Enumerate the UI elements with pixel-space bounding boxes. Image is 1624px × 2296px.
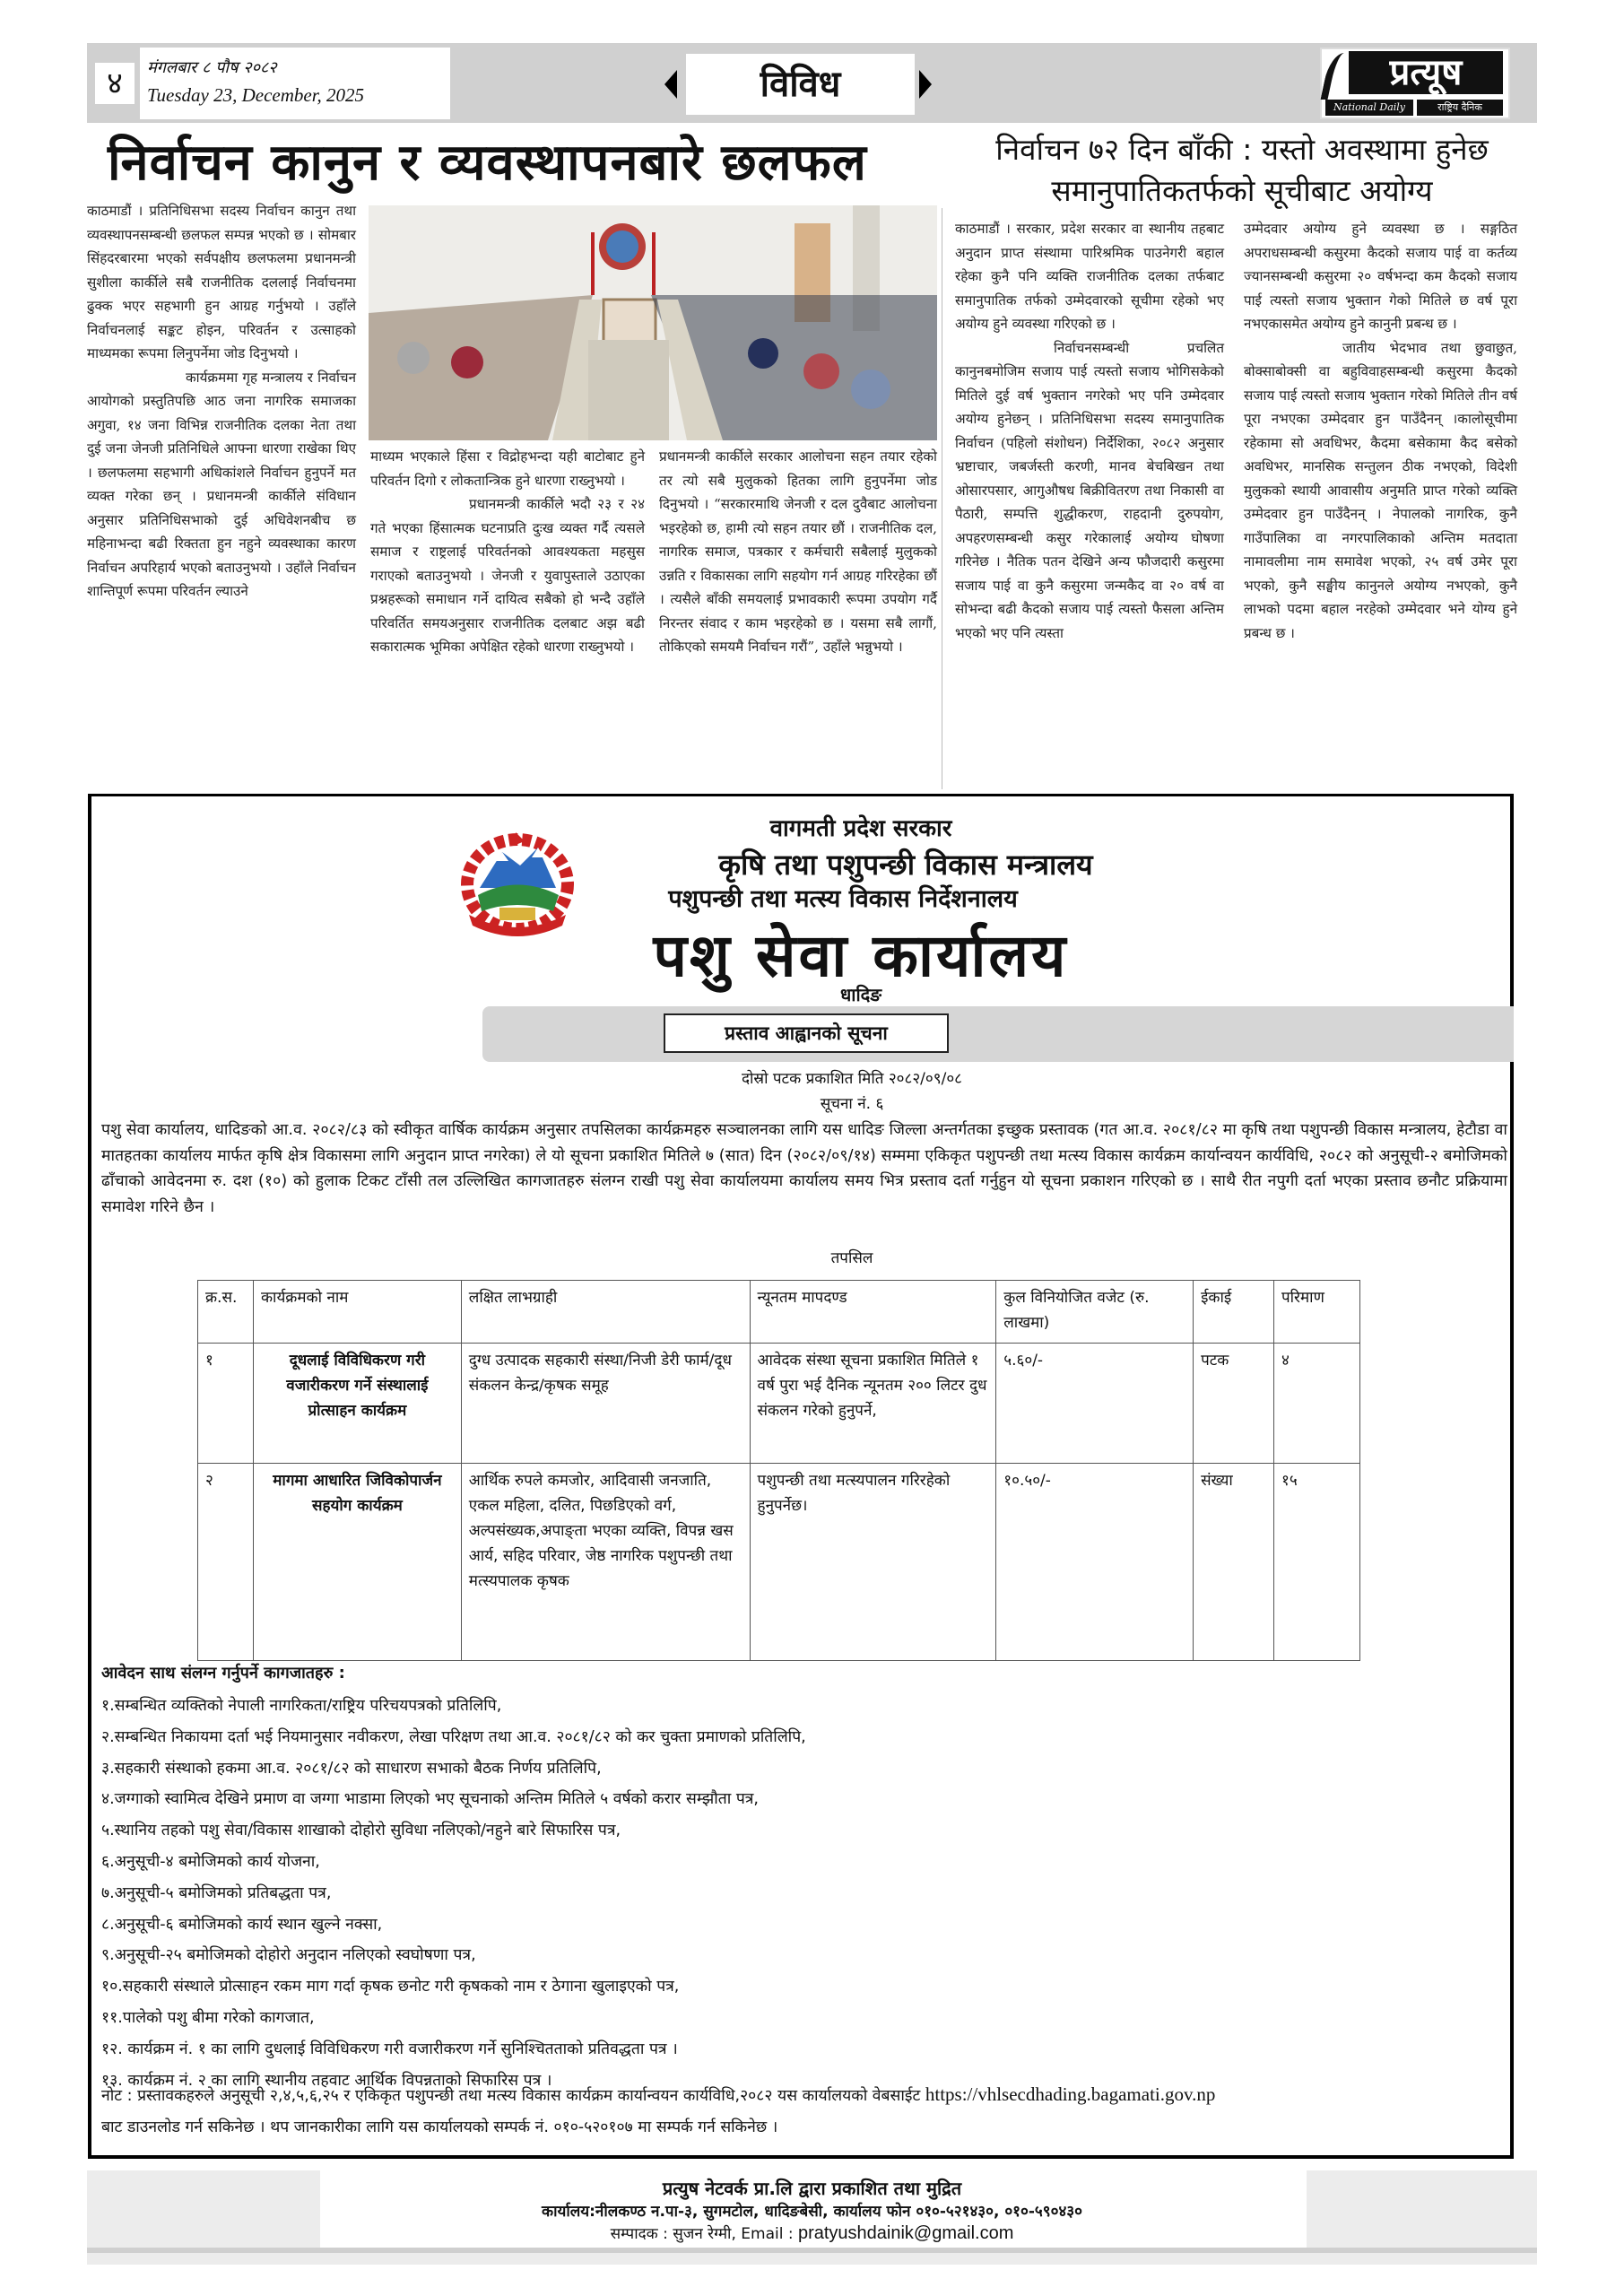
next-section-arrow-icon[interactable] xyxy=(919,70,932,99)
side-headline-line2: समानुपातिकतर्फको सूचीबाट अयोग्य xyxy=(1051,173,1433,208)
document-item: ७.अनुसूची-५ बमोजिमको प्रतिबद्धता पत्र, xyxy=(101,1883,332,1902)
cell-beneficiary: दुग्ध उत्पादक सहकारी संस्था/निजी डेरी फार्म/दूध संकलन केन्द्र/कृषक समूह xyxy=(461,1344,750,1464)
table-row xyxy=(198,1464,1360,1661)
document-item: १३. कार्यक्रम नं. २ का लागि स्थानीय तहवाट आर्थिक विपन्नताको सिफारिस पत्र । xyxy=(101,2071,552,2090)
article-paragraph: काठमाडौं । सरकार, प्रदेश सरकार वा स्थानीय तहबाट अनुदान प्राप्त संस्थामा पारिश्रमिक पाउनेगरी बहाल रहेका कुनै पनि व्यक्ति राजनीतिक दलका तर्फबाट समानुपातिक तर्फको उम्मेदवारको सूचीमा रहेको भए अयोग्य हुने व्यवस्था गरिएको छ । xyxy=(955,221,1224,332)
article-paragraph: प्रधानमन्त्री कार्कीले भदौ २३ र २४ गते भएका हिंसात्मक घटनाप्रति दुःख व्यक्त गर्दै त्यसले समाज र राष्ट्रलाई परिवर्तनको आवश्यकता महसुस गराएको बताउनुभयो । जेनजी र युवापुस्ताले उठाएका प्रश्नहरूको समाधान गर्ने दायित्व सबैको हो भन्दै उहाँले परिवर्तित समयअनुसार राजनीतिक दलबाट अझ बढी सकारात्मक भूमिका अपेक्षित रहेको धारणा राख्नुभयो । xyxy=(370,496,645,655)
footer xyxy=(87,2170,1537,2265)
notice-district: धादिङ xyxy=(839,984,882,1005)
notice-title: प्रस्ताव आह्वानको सूचना xyxy=(664,1013,949,1053)
side-headline-line1: निर्वाचन ७२ दिन बाँकी : यस्तो अवस्थामा हुनेछ xyxy=(995,132,1489,167)
cell-budget: १०.५०/- xyxy=(996,1464,1194,1661)
table-row xyxy=(198,1344,1360,1464)
footer-editor-label: सम्पादक : सुजन रेग्मी, Email : xyxy=(610,2225,798,2243)
document-item: ४.जग्गाको स्वामित्व देखिने प्रमाण वा जग्गा भाडामा लिएको भए सूचनाको अन्तिम मितिले ५ वर्षको करार सम्झौता पत्र, xyxy=(101,1790,759,1809)
logo-tagline-en: National Daily xyxy=(1325,100,1413,116)
side-headline xyxy=(951,129,1533,212)
main-headline: निर्वाचन कानुन र व्यवस्थापनबारे छलफल xyxy=(108,134,867,192)
notice-office-name: पशु सेवा कार्यालय xyxy=(653,921,1069,990)
cell-budget: ५.६०/- xyxy=(996,1344,1194,1464)
documents-heading: आवेदन साथ संलग्न गर्नुपर्ने कागजातहरु : xyxy=(101,1664,345,1683)
document-item: ११.पालेको पशु बीमा गरेको कागजात, xyxy=(101,2008,315,2027)
logo-name: प्रत्यूष xyxy=(1349,51,1503,94)
section-title: विविध xyxy=(686,54,915,115)
cell-serial: १ xyxy=(198,1344,254,1464)
document-item: ८.अनुसूची-६ बमोजिमको कार्य स्थान खुल्ने नक्सा, xyxy=(101,1915,383,1934)
article-paragraph: कार्यक्रममा गृह मन्त्रालय र निर्वाचन आयोगको प्रस्तुतिपछि आठ जना नागरिक समाजका अगुवा, १४ जना विभिन्न राजनीतिक दलका नेता तथा दुई जना जेनजी प्रतिनिधिले आफ्ना धारणा राखेका थिए । छलफलमा सहभागी अधिकांशले निर्वाचन हुनुपर्ने मत व्यक्त गरेका छन् । प्रधानमन्त्री कार्कीले संविधान अनुसार प्रतिनिधिसभाको दुई अधिवेशनबीच छ महिनाभन्दा बढी रिक्तता हुन नहुने व्यवस्थाका कारण निर्वाचन अपरिहार्य भएको बताउनुभयो । उहाँले निर्वाचन शान्तिपूर्ण रूपमा परिवर्तन ल्याउने xyxy=(87,369,356,599)
document-item: ६.अनुसूची-४ बमोजिमको कार्य योजना, xyxy=(101,1852,320,1871)
main-article-column-3 xyxy=(659,445,937,659)
column-header: क्र.स. xyxy=(198,1281,254,1344)
column-header: ईकाई xyxy=(1194,1281,1274,1344)
notice-ministry: कृषि तथा पशुपन्छी विकास मन्त्रालय xyxy=(718,848,1093,882)
cell-unit: पटक xyxy=(1194,1344,1274,1464)
cell-quantity: १५ xyxy=(1274,1464,1360,1661)
meeting-photo xyxy=(369,205,937,440)
column-header: न्यूनतम मापदण्ड xyxy=(750,1281,996,1344)
article-paragraph: जातीय भेदभाव तथा छुवाछुत, बोक्साबोक्सी वा बहुविवाहसम्बन्धी कसुरमा कैदको सजाय पाई त्यस्तो सजाय भुक्तान गरेको मितिले तीन वर्ष पूरा नभएका उम्मेदवार हुन पाउँदैनन् ।कालोसूचीमा रहेकामा सो अवधिभर, कैदमा बसेकामा कैद बसेको अवधिभर, मानसिक सन्तुलन ठीक नभएको, विदेशी मुलुकको स्थायी आवासीय अनुमति प्राप्त गरेको व्यक्ति उम्मेदवार हुन पाउँदैनन् । नेपालको नागरिक, कुनै गाउँपालिका वा नगरपालिकाको अन्तिम मतदाता नामावलीमा नाम समावेश भएको, २५ वर्ष उमेर पूरा भएको, कुनै सङ्घीय कानुनले अयोग्य नभएको, कुनै लाभको पदमा बहाल नरहेको उम्मेदवार भने योग्य हुने प्रबन्ध छ । xyxy=(1244,339,1517,641)
notice-government: वागमती प्रदेश सरकार xyxy=(769,815,952,842)
document-item: १०.सहकारी संस्थाले प्रोत्साहन रकम माग गर्दा कृषक छनोट गरी कृषकको नाम र ठेगाना खुलाइएको पत्र, xyxy=(101,1978,680,1996)
article-paragraph: काठमाडौं । प्रतिनिधिसभा सदस्य निर्वाचन कानुन तथा व्यवस्थापनसम्बन्धी छलफल सम्पन्न भएको छ । सोमबार सिंहदरबारमा भएको सर्वपक्षीय छलफलमा प्रधानमन्त्री सुशीला कार्कीले सबै राजनीतिक दललाई निर्वाचनमा ढुक्क भएर सहभागी हुन आग्रह गर्नुभयो । उहाँले निर्वाचनलाई सङ्कट होइन, परिवर्तन र उत्साहको माध्यमका रूपमा लिनुपर्नेमा जोड दिनुभयो । xyxy=(87,203,356,361)
cell-serial: २ xyxy=(198,1464,254,1661)
logo-tagline-np: राष्ट्रिय दैनिक xyxy=(1417,100,1503,116)
cell-program-name: मागमा आधारित जिविकोपार्जन सहयोग कार्यक्रम xyxy=(253,1464,461,1661)
cell-beneficiary: आर्थिक रुपले कमजोर, आदिवासी जनजाति, एकल महिला, दलित, पिछडिएको वर्ग, अल्पसंख्यक,अपाङ्ता भएका व्यक्ति, विपन्न खस आर्य, सहिद परिवार, जेष्ठ नागरिक पशुपन्छी तथा मत्स्यपालक कृषक xyxy=(461,1464,750,1661)
prev-section-arrow-icon[interactable] xyxy=(664,70,677,99)
meeting-photo-image xyxy=(369,205,937,440)
column-header: लक्षित लाभग्राही xyxy=(461,1281,750,1344)
cell-criteria: पशुपन्छी तथा मत्स्यपालन गरिरहेको हुनुपर्नेछ। xyxy=(750,1464,996,1661)
article-paragraph: प्रधानमन्त्री कार्कीले सरकार आलोचना सहन तयार रहेको तर त्यो सबै मुलुकको हितका लागि हुनुपर्नेमा जोड दिनुभयो । “सरकारमाथि जेनजी र दल दुवैबाट आलोचना भइरहेको छ, हामी त्यो सहन तयार छौं । राजनीतिक दल, नागरिक समाज, पत्रकार र कर्मचारी सबैलाई मुलुकको उन्नति र विकासका लागि सहयोग गर्न आग्रह गरिरहेका छौं । त्यसैले बाँकी समयलाई प्रभावकारी रूपमा उपयोग गर्दै निरन्तर संवाद र काम भइरहेको छ । यसमा सबै लागौं, तोकिएको समयमै निर्वाचन गरौं”, उहाँले भन्नुभयो । xyxy=(659,448,937,655)
document-item: २.सम्बन्धित निकायमा दर्ता भई नियमानुसार नवीकरण, लेखा परिक्षण तथा आ.व. २०८१/८२ को कर चुक्ता प्रमाणको प्रतिलिपि, xyxy=(101,1727,806,1746)
documents-list xyxy=(101,1691,1509,2096)
cell-quantity: ४ xyxy=(1274,1344,1360,1464)
side-article-column-1 xyxy=(955,217,1224,645)
column-header: परिमाण xyxy=(1274,1281,1360,1344)
notice-schedule-label: तपसिल xyxy=(830,1249,873,1267)
cell-unit: संख्या xyxy=(1194,1464,1274,1661)
newspaper-logo xyxy=(1320,48,1510,119)
footer-publisher: प्रत्युष नेटवर्क प्रा.लि द्वारा प्रकाशित तथा मुद्रित xyxy=(662,2178,962,2199)
notice-directorate: पशुपन्छी तथा मत्स्य विकास निर्देशनालय xyxy=(668,885,1018,913)
notice-note xyxy=(101,2079,1509,2144)
footer-editor xyxy=(87,2222,1537,2244)
notice-number: सूचना नं. ६ xyxy=(820,1095,884,1113)
page-number: ४ xyxy=(95,63,135,104)
footer-rule xyxy=(87,2248,1537,2253)
note-text: नोट : प्रस्तावकहरुले अनुसूची २,४,५,६,२५ र एकिकृत पशुपन्छी तथा मत्स्य विकास कार्यक्रम कार्यान्वयन कार्यविधि,२०८२ यस कार्यालयको वेबसाईट xyxy=(101,2087,921,2105)
date-nepali: मंगलबार ८ पौष २०८२ xyxy=(147,58,277,77)
main-article-column-2 xyxy=(370,445,645,659)
document-item: ३.सहकारी संस्थाको हकमा आ.व. २०८१/८२ को साधारण सभाको बैठक निर्णय प्रतिलिपि, xyxy=(101,1759,602,1778)
date-box xyxy=(140,48,450,119)
office-website-link[interactable]: https://vhlsecdhading.bagamati.gov.np xyxy=(925,2083,1216,2105)
notice-body: पशु सेवा कार्यालय, धादिङको आ.व. २०८२/८३ को स्वीकृत वार्षिक कार्यक्रम अनुसार तपसिलका कार्यक्रमहरु सञ्चालनका लागि यस धादिङ जिल्ला अन्तर्गतका इच्छुक प्रस्तावक (गत आ.व. २०८१/८२ मा कृषि तथा पशुपन्छी विकास मन्त्रालय, हेटौडा वा मातहतका कार्यालय मार्फत कृषि क्षेत्र विकासमा लागि अनुदान प्राप्त नगरेका) ले यो सूचना प्रकाशित मितिले ७ (सात) दिन (२०८२/०९/१४) सम्ममा एकिकृत पशुपन्छी तथा मत्स्य विकास कार्यक्रम कार्यान्वयन कार्यविधि, २०८२ को अनुसूची-२ बमोजिमको ढाँचाको आवेदनमा रु. दश (१०) को हुलाक टिकट टाँसी तल उल्लिखित कागजातहरु संलग्न राखी पशु सेवा कार्यालयमा कार्यालय समय भित्र प्रस्ताव दर्ता गर्नुहुन यो सूचना प्रकाशन गरिएको छ । साथै रीत नपुगी दर्ता भएका प्रस्ताव छनौट प्रक्रियामा समावेश गरिने छैन । xyxy=(101,1121,1507,1216)
document-item: ९.अनुसूची-२५ बमोजिमको दोहोरो अनुदान नलिएको स्वघोषणा पत्र, xyxy=(101,1946,476,1965)
article-paragraph: उम्मेदवार अयोग्य हुने व्यवस्था छ । सङ्गठित अपराधसम्बन्धी कसुरमा कैदको सजाय पाई वा कर्तव्य ज्यानसम्बन्धी कसुरमा २० वर्षभन्दा कम कैदको सजाय पाई त्यस्तो सजाय भुक्तान गेको मितिले छ वर्ष पूरा नभएकासमेत अयोग्य हुने कानुनी प्रबन्ध छ । xyxy=(1244,221,1517,332)
column-header: कार्यक्रमको नाम xyxy=(253,1281,461,1344)
side-article-column-2 xyxy=(1244,217,1517,645)
footer-address: कार्यालय:नीलकण्ठ न.पा-३, सुगमटोल, धादिङबेसी, कार्यालय फोन ०१०-५२१४३०, ०१०-५९०४३० xyxy=(542,2203,1082,2221)
document-item: ५.स्थानिय तहको पशु सेवा/विकास शाखाको दोहोरो सुविधा नलिएको/नहुने बारे सिफारिस पत्र, xyxy=(101,1822,621,1840)
footer-email-link[interactable]: pratyushdainik@gmail.com xyxy=(797,2223,1014,2243)
date-english: Tuesday 23, December, 2025 xyxy=(147,84,365,106)
article-paragraph: माध्यम भएकाले हिंसा र विद्रोहभन्दा यही बाटोबाट हुने परिवर्तन दिगो र लोकतान्त्रिक हुने धारणा राख्नुभयो । xyxy=(370,448,645,489)
cell-criteria: आवेदक संस्था सूचना प्रकाशित मितिले १ वर्ष पुरा भई दैनिक न्यूनतम २०० लिटर दुध संकलन गरेको हुनुपर्ने, xyxy=(750,1344,996,1464)
notice-published-date: दोस्रो पटक प्रकाशित मिति २०८२/०९/०८ xyxy=(741,1070,962,1088)
article-paragraph: निर्वाचनसम्बन्धी प्रचलित कानुनबमोजिम सजाय पाई त्यस्तो सजाय भोगिसकेको मितिले दुई वर्ष भुक्तान नगरेको भए पनि उम्मेदवार अयोग्य हुनेछन् । प्रतिनिधिसभा सदस्य समानुपातिक निर्वाचन (पहिलो संशोधन) निर्देशिका, २०८२ अनुसार भ्रष्टाचार, जबर्जस्ती करणी, मानव बेचबिखन तथा ओसारपसार, आगुऔषध बिक्रीवितरण तथा निकासी वा पैठारी, सम्पत्ति शुद्धीकरण, राहदानी दुरुपयोग, अपहरणसम्बन्धी कसुर गरेकालाई अयोग्य घोषणा गरिनेछ । नैतिक पतन देखिने अन्य फौजदारी कसुरमा सजाय पाई वा कुनै कसुरमा जन्मकैद वा २० वर्ष वा सोभन्दा बढी कैदको सजाय पाई त्यस्तो फैसला अन्तिम भएको भए पनि त्यस्ता xyxy=(955,339,1224,641)
document-item: १.सम्बन्धित व्यक्तिको नेपाली नागरिकता/राष्ट्रिय परिचयपत्रको प्रतिलिपि, xyxy=(101,1697,502,1715)
main-article-column-1 xyxy=(87,199,356,604)
document-item: १२. कार्यक्रम नं. १ का लागि दुधलाई विविधिकरण गरी वजारीकरण गर्ने सुनिश्चितताको प्रतिवद्धता पत्र । xyxy=(101,2039,678,2058)
column-header: कुल विनियोजित वजेट (रु. लाखमा) xyxy=(996,1281,1194,1344)
cell-program-name: दूधलाई विविधिकरण गरी वजारीकरण गर्ने संस्थालाई प्रोत्साहन कार्यक्रम xyxy=(253,1344,461,1464)
table-header-row xyxy=(198,1281,1360,1344)
programs-table xyxy=(197,1280,1360,1661)
notice-title-band xyxy=(482,1006,1514,1062)
note-text-contact: बाट डाउनलोड गर्न सकिनेछ । थप जानकारीका लागि यस कार्यालयको सम्पर्क नं. ०१०-५२०१०७ मा सम्पर्क गर्न सकिनेछ । xyxy=(101,2118,778,2136)
